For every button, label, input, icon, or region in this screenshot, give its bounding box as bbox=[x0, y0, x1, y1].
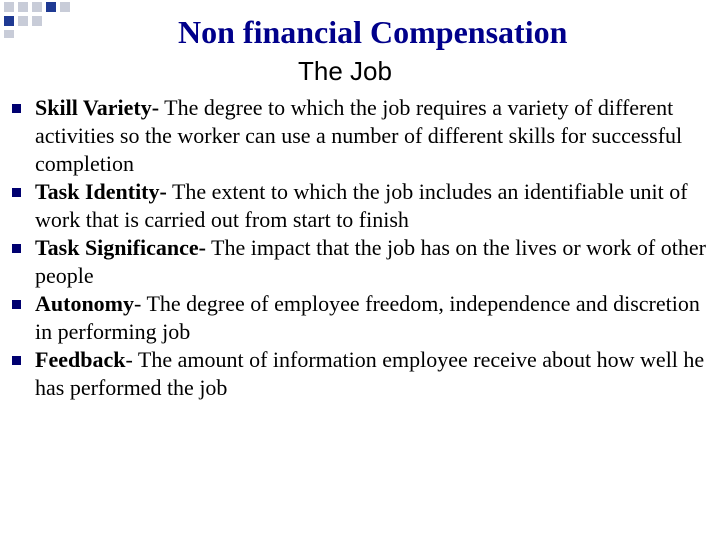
bullet-term: Autonomy bbox=[35, 291, 135, 316]
slide-title: Non financial Compensation bbox=[178, 14, 568, 50]
bullet-term: Skill Variety- bbox=[35, 95, 160, 120]
bullet-text: The degree to which the job requires a variety of different activities so the worker can use a number of different skills for successful completion bbox=[35, 95, 683, 176]
square-bullet-icon bbox=[12, 104, 21, 113]
slide-subtitle: The Job bbox=[298, 56, 392, 86]
bullet-list bbox=[0, 94, 720, 402]
square-bullet-icon bbox=[12, 356, 21, 365]
bullet-text: The impact that the job has on the lives or work of other people bbox=[35, 235, 706, 288]
list-item bbox=[0, 290, 720, 346]
list-item bbox=[0, 94, 720, 178]
bullet-term: Feedback bbox=[35, 347, 126, 372]
list-item bbox=[0, 178, 720, 234]
list-item bbox=[0, 346, 720, 402]
corner-squares-decoration bbox=[0, 0, 80, 40]
bullet-term: Task Identity- bbox=[35, 179, 167, 204]
square-bullet-icon bbox=[12, 188, 21, 197]
bullet-text: - The amount of information employee receive about how well he has performed the job bbox=[35, 347, 705, 400]
square-bullet-icon bbox=[12, 300, 21, 309]
bullet-text: The extent to which the job includes an identifiable unit of work that is carried out from start to finish bbox=[35, 179, 688, 232]
square-bullet-icon bbox=[12, 244, 21, 253]
bullet-term: Task Significance- bbox=[35, 235, 206, 260]
list-item bbox=[0, 234, 720, 290]
bullet-text: - The degree of employee freedom, independence and discretion in performing job bbox=[35, 291, 700, 344]
